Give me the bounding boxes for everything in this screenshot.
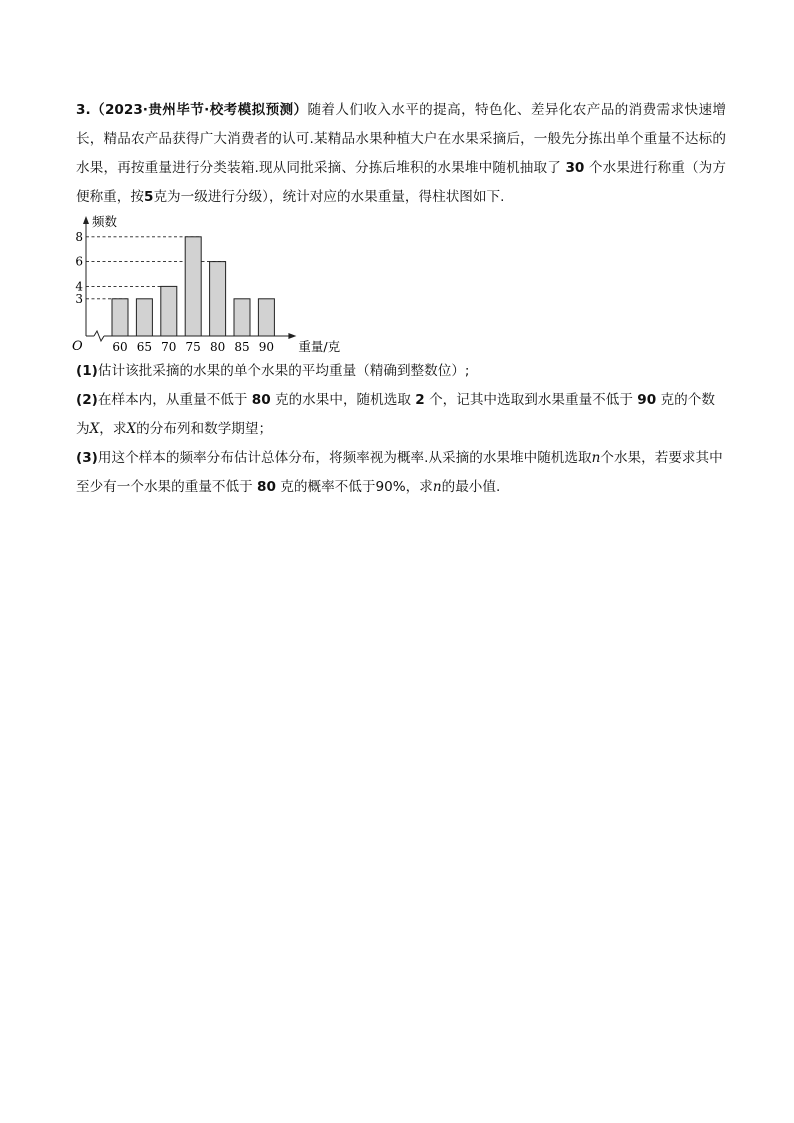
part-3-text-c: 克的概率不低于	[280, 479, 376, 495]
intro-text-1: 随着人们收入水平的提高，特色化、差异化农产品的消费需求快速增长，精品农产品获得广大消费者的认可.某精品水果种植大户在水果采摘后，一般先分拣出单个重量不达标的水果，再按重量进行分类装箱.现从同批采摘、分拣后堆积的水果堆中随机抽取了	[76, 102, 726, 176]
part-3-num-a: 80	[257, 479, 276, 495]
part-2-text-b: 克的水果中，随机选取	[275, 392, 411, 408]
y-tick-label-8: 8	[75, 229, 83, 244]
x-tick-label-80: 80	[209, 340, 226, 354]
part-3-text-e: 的最小值.	[441, 479, 501, 495]
y-axis-arrow	[83, 216, 89, 224]
bar-75	[185, 237, 201, 336]
part-3	[76, 444, 726, 502]
part-2-text-d: 克的个数为	[76, 392, 715, 437]
x-tick-label-60: 60	[112, 340, 128, 354]
intro-text-2: 个水果进行称重（为方便称重，按	[76, 160, 727, 205]
bar-90	[258, 299, 274, 336]
x-axis-label: 重量/克	[298, 339, 341, 354]
part-3-text-a: 用这个样本的频率分布估计总体分布，将频率视为概率.从采摘的水果堆中随机选取	[97, 450, 592, 466]
question-block	[72, 96, 727, 502]
y-tick-label-4: 4	[75, 279, 83, 294]
part-2-num-b: 2	[415, 392, 425, 408]
part-1-text: 估计该批采摘的水果的单个水果的平均重量（精确到整数位）;	[97, 363, 470, 379]
part-3-text-d: ，求	[405, 479, 433, 495]
intro-step: 5	[143, 189, 154, 205]
part-3-label: (3)	[76, 450, 98, 466]
question-source: （2023·贵州毕节·校考模拟预测）	[90, 102, 308, 118]
part-2-var-x-2: X	[126, 421, 137, 437]
part-3-percent: 90%	[375, 479, 406, 495]
bar-80	[210, 262, 226, 336]
axis-break-mark	[94, 331, 104, 341]
part-2	[76, 386, 726, 444]
y-tick-label-6: 6	[75, 254, 83, 269]
part-2-num-a: 80	[251, 392, 271, 408]
part-2-text-e: ，求	[99, 421, 127, 437]
question-intro	[76, 96, 726, 212]
question-number: 3.	[76, 102, 91, 118]
x-axis-arrow	[288, 333, 296, 339]
origin-label: O	[72, 339, 83, 354]
x-tick-label-90: 90	[258, 340, 275, 354]
part-3-var-n-2: n	[432, 479, 442, 495]
intro-text-3: 克为一级进行分级），统计对应的水果重量，得柱状图如下.	[153, 189, 505, 205]
part-1	[76, 357, 726, 386]
chart-svg	[72, 212, 376, 357]
x-tick-label-85: 85	[234, 340, 250, 354]
part-3-var-n-1: n	[591, 450, 601, 466]
part-2-var-x-1: X	[89, 421, 100, 437]
bar-60	[112, 299, 128, 336]
frequency-bar-chart	[72, 212, 376, 357]
part-2-text-c: 个，记其中选取到水果重量不低于	[429, 392, 633, 408]
part-1-label: (1)	[76, 363, 98, 379]
part-2-label: (2)	[76, 392, 98, 408]
bar-65	[136, 299, 152, 336]
part-3-text-b: 个水果，若要求其中至少有一个水果的重量不低于	[76, 450, 723, 495]
intro-count: 30	[565, 160, 585, 176]
y-axis-label: 频数	[92, 214, 118, 229]
bar-85	[234, 299, 250, 336]
bar-70	[161, 286, 177, 336]
y-tick-label-3: 3	[75, 291, 83, 306]
x-tick-label-65: 65	[136, 340, 153, 354]
x-tick-label-75: 75	[185, 340, 201, 354]
part-2-text-a: 在样本内，从重量不低于	[97, 392, 248, 408]
part-2-text-f: 的分布列和数学期望；	[136, 421, 273, 437]
part-2-num-c: 90	[637, 392, 657, 408]
x-tick-label-70: 70	[161, 340, 177, 354]
